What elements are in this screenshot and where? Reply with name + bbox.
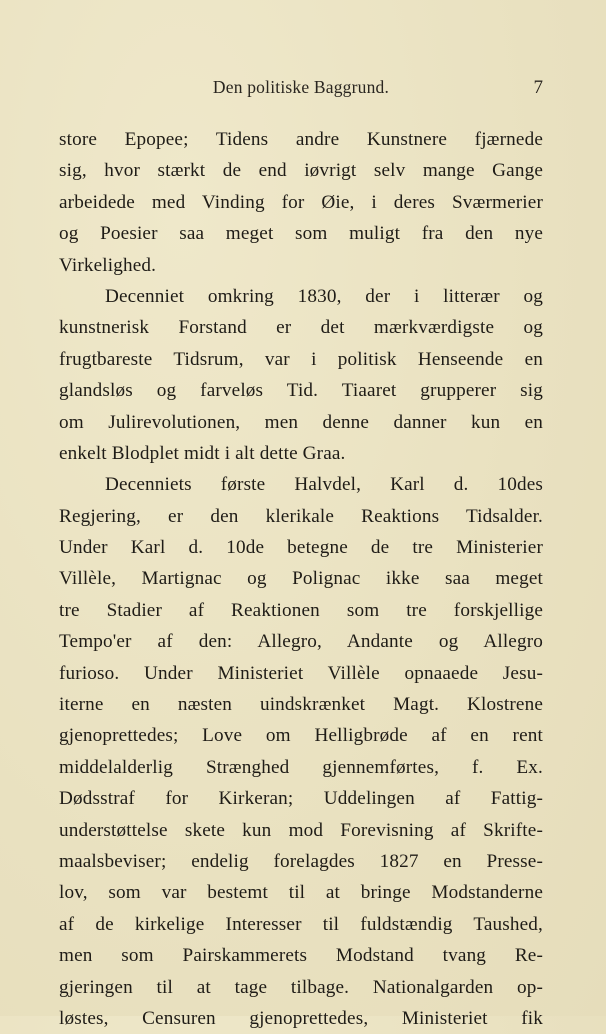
page-number: 7 bbox=[533, 77, 543, 98]
text-line: gjeringen til at tage tilbage. Nationalgarden op- bbox=[59, 976, 543, 998]
text-line: Villèle, Martignac og Polignac ikke saa meget bbox=[59, 568, 543, 590]
text-line: frugtbareste Tidsrum, var i politisk Henseende en bbox=[59, 348, 543, 370]
text-line: Tempo'er af den: Allegro, Andante og Allegro bbox=[59, 631, 543, 653]
text-line: middelalderlig Strænghed gjennemførtes, f. Ex. bbox=[59, 756, 543, 778]
text-line: maalsbeviser; endelig forelagdes 1827 en Presse- bbox=[59, 850, 543, 872]
text-line: og Poesier saa meget som muligt fra den nye bbox=[59, 223, 543, 245]
text-line: Decenniet omkring 1830, der i litterær og bbox=[105, 285, 543, 307]
text-line: sig, hvor stærkt de end iøvrigt selv mange Gange bbox=[59, 160, 543, 182]
text-line: enkelt Blodplet midt i alt dette Graa. bbox=[59, 442, 346, 464]
text-line: gjenoprettedes; Love om Helligbrøde af en rent bbox=[59, 725, 543, 747]
text-line: kunstnerisk Forstand er det mærkværdigste og bbox=[59, 317, 543, 339]
body-text bbox=[59, 124, 543, 1034]
text-line: af de kirkelige Interesser til fuldstændig Taushed, bbox=[59, 913, 543, 935]
text-line: om Julirevolutionen, men denne danner kun en bbox=[59, 411, 543, 433]
text-line: understøttelse skete kun mod Forevisning af Skrifte- bbox=[59, 819, 543, 841]
text-line: furioso. Under Ministeriet Villèle opnaaede Jesu- bbox=[59, 662, 543, 684]
text-line: Decenniets første Halvdel, Karl d. 10des bbox=[105, 474, 543, 496]
text-line: Under Karl d. 10de betegne de tre Ministerier bbox=[59, 537, 543, 559]
text-line: store Epopee; Tidens andre Kunstnere fjærnede bbox=[59, 129, 543, 150]
text-line: iterne en næsten uindskrænket Magt. Klostrene bbox=[59, 694, 543, 716]
text-line: arbeidede med Vinding for Øie, i deres Sværmerier bbox=[59, 191, 543, 213]
text-line: Dødsstraf for Kirkeran; Uddelingen af Fattig- bbox=[59, 788, 543, 810]
text-line: glandsløs og farveløs Tid. Tiaaret grupperer sig bbox=[59, 380, 543, 402]
text-line: Virkelighed. bbox=[59, 254, 157, 276]
text-line: men som Pairskammerets Modstand tvang Re- bbox=[59, 945, 543, 967]
text-line: løstes, Censuren gjenoprettedes, Ministeriet fik bbox=[59, 1007, 543, 1029]
running-head bbox=[59, 77, 543, 105]
running-title: Den politiske Baggrund. bbox=[212, 77, 390, 97]
text-line: lov, som var bestemt til at bringe Modstanderne bbox=[59, 882, 543, 904]
text-line: tre Stadier af Reaktionen som tre forskjellige bbox=[59, 599, 543, 621]
text-line: Regjering, er den klerikale Reaktions Tidsalder. bbox=[59, 505, 543, 527]
